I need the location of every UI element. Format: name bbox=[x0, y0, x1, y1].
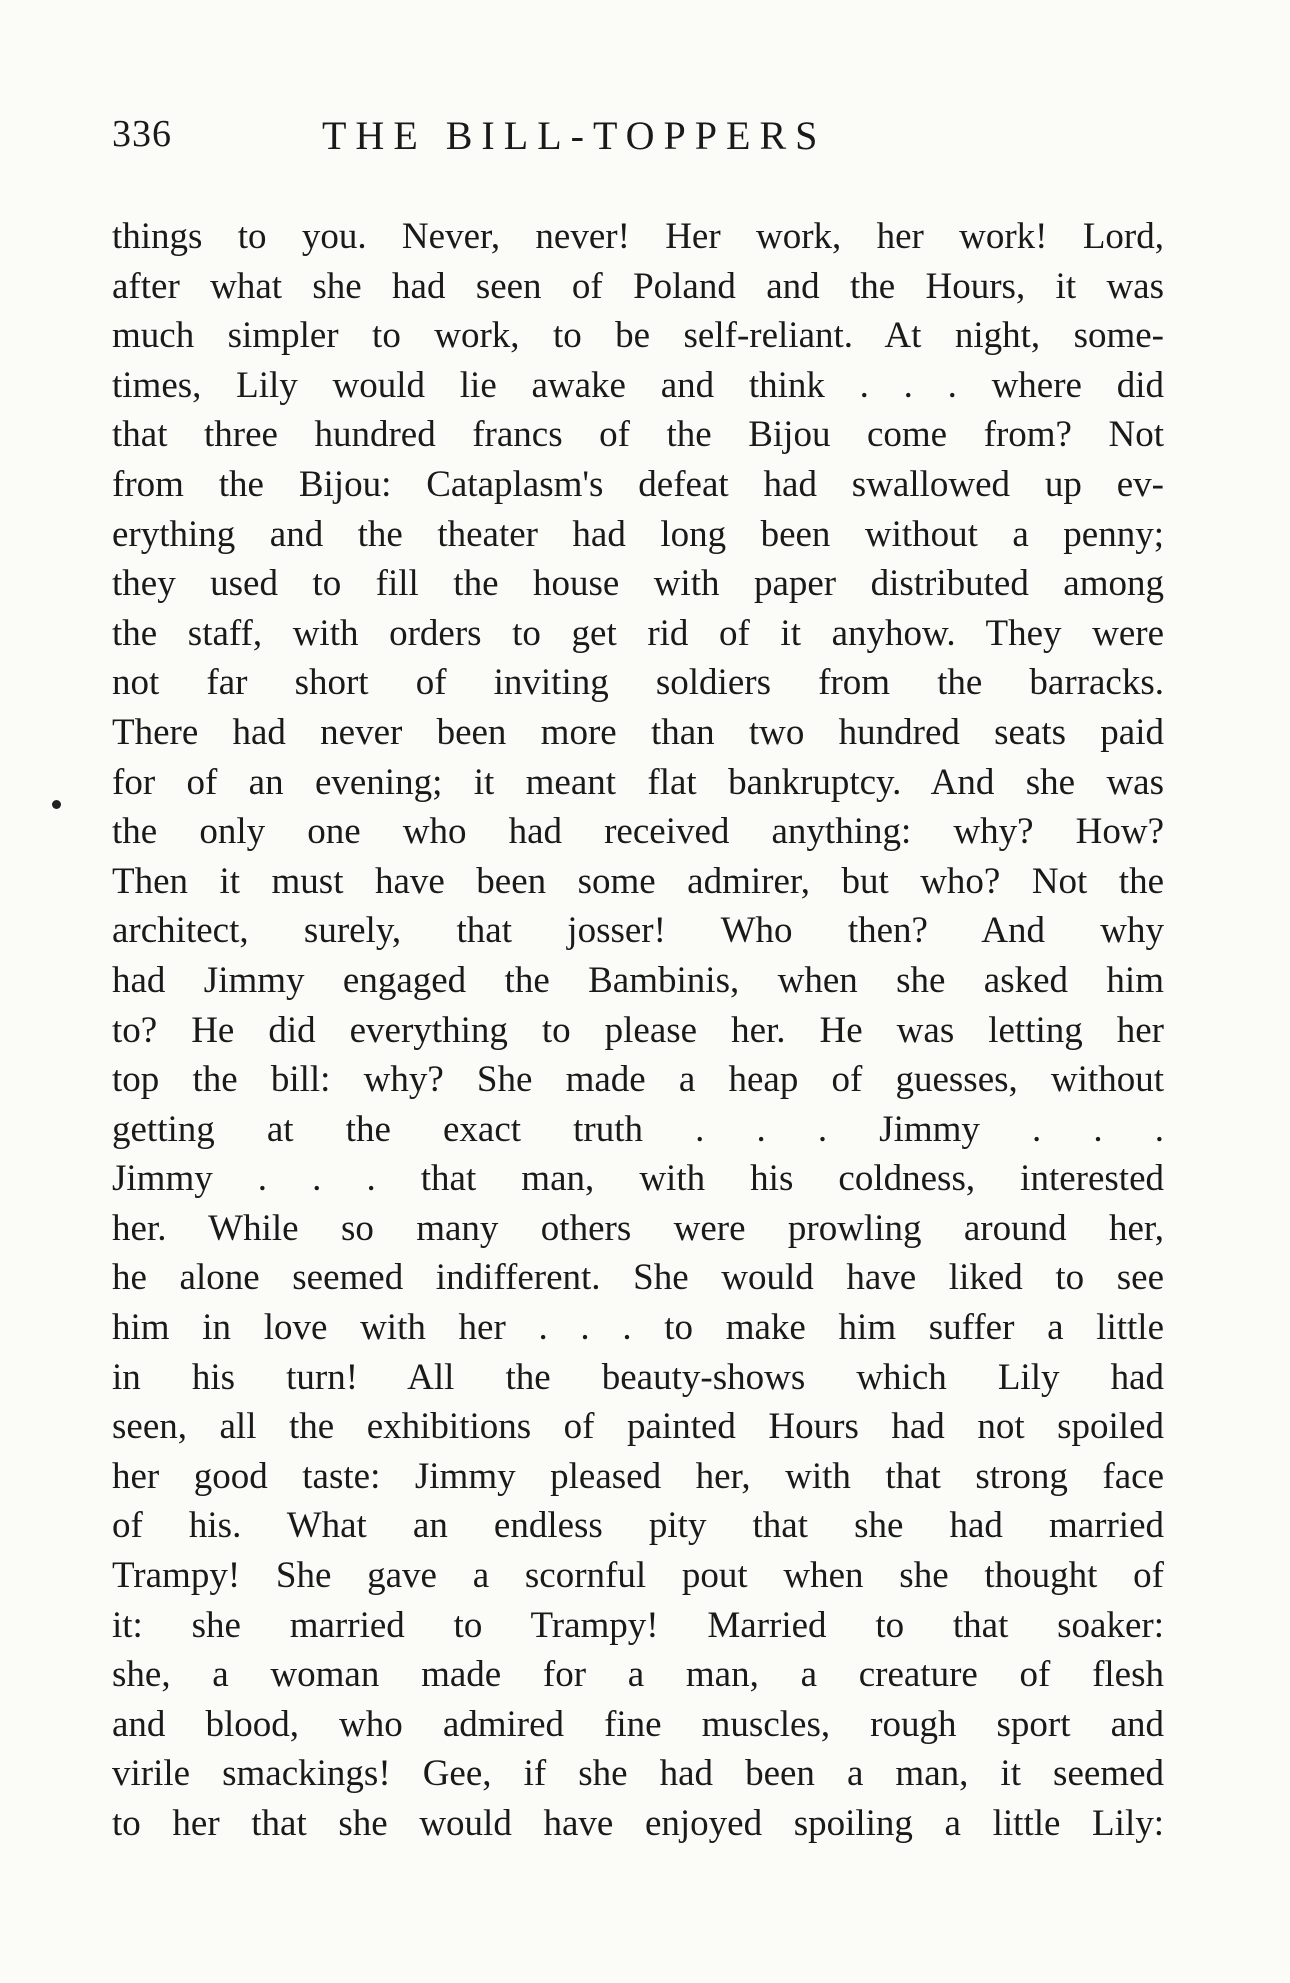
text-line: times, Lily would lie awake and think . . . where did bbox=[112, 364, 1164, 406]
text-line: architect, surely, that josser! Who then? And why bbox=[112, 910, 1164, 952]
text-line: he alone seemed indifferent. She would have liked to see bbox=[112, 1257, 1164, 1299]
text-line: in his turn! All the beauty-shows which Lily had bbox=[112, 1356, 1164, 1398]
text-line: the staff, with orders to get rid of it anyhow. They were bbox=[112, 612, 1164, 654]
running-title: THE BILL-TOPPERS bbox=[322, 113, 827, 158]
margin-dot bbox=[52, 800, 61, 809]
body-text bbox=[112, 212, 1164, 1849]
text-line: erything and the theater had long been without a penny; bbox=[112, 513, 1164, 555]
text-line: things to you. Never, never! Her work, her work! Lord, bbox=[112, 216, 1164, 257]
text-line: the only one who had received anything: why? How? bbox=[112, 811, 1164, 853]
text-line: she, a woman made for a man, a creature of flesh bbox=[112, 1654, 1164, 1696]
text-line: virile smackings! Gee, if she had been a man, it seemed bbox=[112, 1753, 1164, 1795]
text-line: to? He did everything to please her. He was letting her bbox=[112, 1009, 1164, 1051]
text-line: him in love with her . . . to make him suffer a little bbox=[112, 1307, 1164, 1349]
page-header bbox=[112, 112, 1172, 172]
text-line: for of an evening; it meant flat bankruptcy. And she was bbox=[112, 761, 1164, 803]
text-line: and blood, who admired fine muscles, rough sport and bbox=[112, 1703, 1164, 1745]
text-line: from the Bijou: Cataplasm's defeat had swallowed up ev- bbox=[112, 463, 1164, 505]
text-line: they used to fill the house with paper distributed among bbox=[112, 563, 1164, 605]
text-line: Then it must have been some admirer, but who? Not the bbox=[112, 860, 1164, 902]
text-line: to her that she would have enjoyed spoiling a little Lily: bbox=[112, 1803, 1164, 1844]
text-line: Jimmy . . . that man, with his coldness, interested bbox=[112, 1158, 1164, 1200]
text-line: There had never been more than two hundred seats paid bbox=[112, 711, 1164, 753]
text-line: of his. What an endless pity that she had married bbox=[112, 1505, 1164, 1547]
text-line: her. While so many others were prowling around her, bbox=[112, 1207, 1164, 1249]
page-number: 336 bbox=[112, 113, 172, 155]
text-line: that three hundred francs of the Bijou come from? Not bbox=[112, 414, 1164, 456]
text-line: getting at the exact truth . . . Jimmy . . . bbox=[112, 1108, 1164, 1150]
text-line: not far short of inviting soldiers from the barracks. bbox=[112, 662, 1164, 704]
text-line: after what she had seen of Poland and the Hours, it was bbox=[112, 265, 1164, 307]
text-line: it: she married to Trampy! Married to that soaker: bbox=[112, 1604, 1164, 1646]
text-line: had Jimmy engaged the Bambinis, when she asked him bbox=[112, 959, 1164, 1001]
text-line: seen, all the exhibitions of painted Hours had not spoiled bbox=[112, 1406, 1164, 1448]
text-line: Trampy! She gave a scornful pout when she thought of bbox=[112, 1555, 1164, 1597]
text-line: much simpler to work, to be self-reliant. At night, some- bbox=[112, 315, 1164, 357]
text-line: top the bill: why? She made a heap of guesses, without bbox=[112, 1059, 1164, 1101]
text-line: her good taste: Jimmy pleased her, with that strong face bbox=[112, 1455, 1164, 1497]
